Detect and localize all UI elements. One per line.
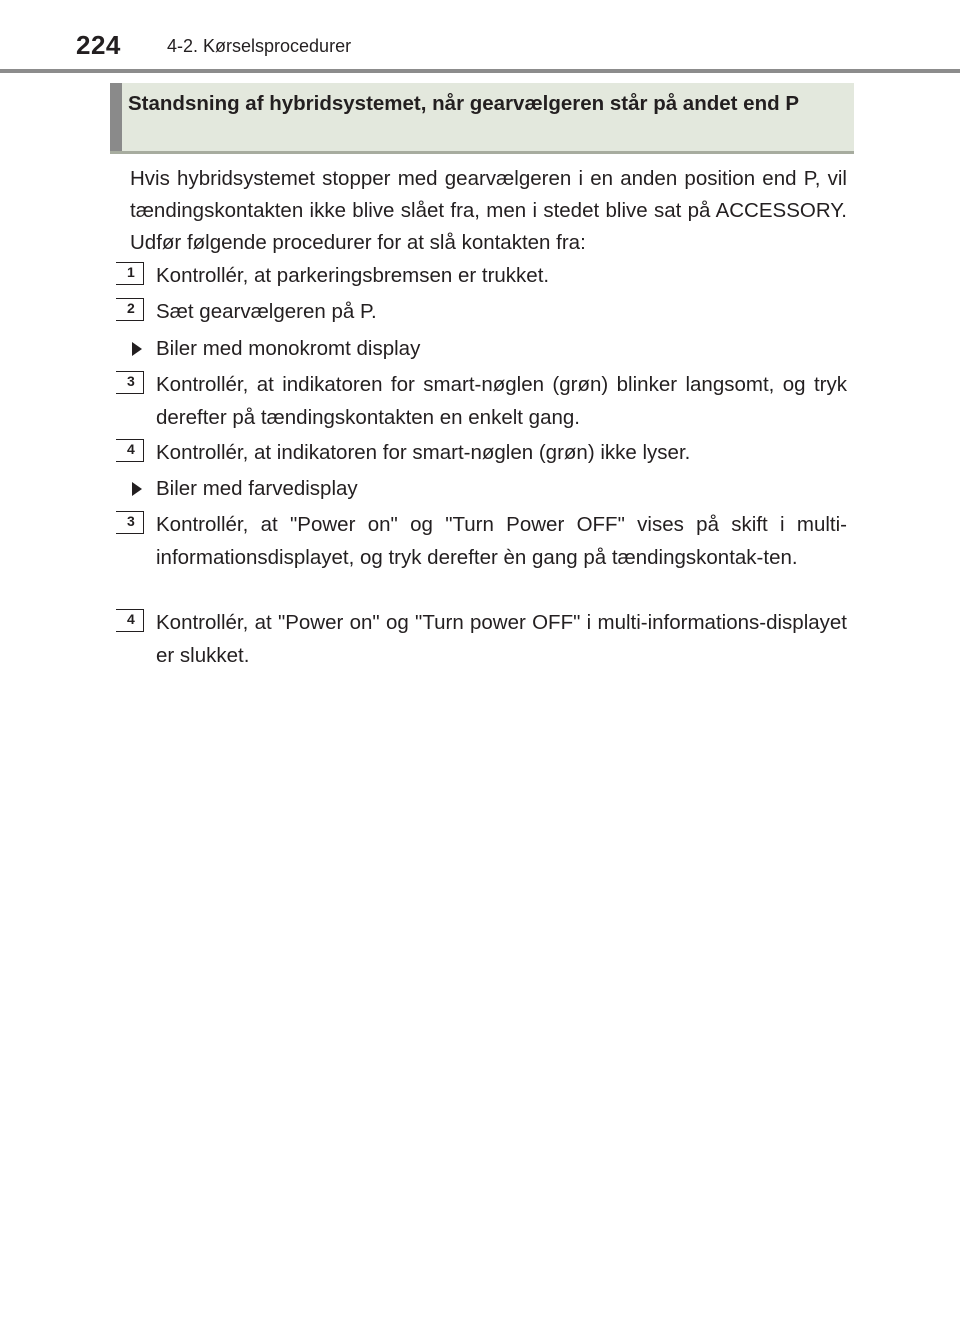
step-number-badge: 2	[116, 298, 144, 321]
subheading-text: Biler med farvedisplay	[156, 477, 358, 500]
step-text: Kontrollér, at parkeringsbremsen er trukket.	[156, 264, 550, 287]
intro-paragraph: Hvis hybridsystemet stopper med gearvælgeren i en anden position end P, vil tændingskontakten ikke blive slået fra, men i stedet blive sat på ACCESSORY. Udfør følgende procedurer for at slå kontakten fra:	[130, 167, 847, 254]
step-number-badge: 4	[116, 439, 144, 462]
step-number-badge: 4	[116, 609, 144, 632]
step-number-badge: 1	[116, 262, 144, 285]
section-heading-box	[110, 83, 854, 154]
subheading-text: Biler med monokromt display	[156, 337, 421, 360]
section-heading: Standsning af hybridsystemet, når gearvælgeren står på andet end P	[128, 92, 799, 115]
step-text: Kontrollér, at indikatoren for smart-nøglen (grøn) ikke lyser.	[156, 441, 691, 464]
triangle-bullet-icon	[132, 342, 142, 356]
step-number-badge: 3	[116, 371, 144, 394]
page-header	[0, 0, 960, 74]
heading-accent-bar	[110, 83, 122, 151]
triangle-bullet-icon	[132, 482, 142, 496]
step-text: Kontrollér, at indikatoren for smart-nøglen (grøn) blinker langsomt, og tryk derefter på tændingskontakten en enkelt gang.	[156, 373, 847, 429]
step-number-badge: 3	[116, 511, 144, 534]
section-title: 4-2. Kørselsprocedurer	[167, 36, 352, 56]
page-number: 224	[76, 30, 121, 60]
step-text: Sæt gearvælgeren på P.	[156, 300, 377, 323]
step-text: Kontrollér, at "Power on" og "Turn power OFF" i multi-informations-displayet er slukket.	[156, 611, 847, 667]
step-text: Kontrollér, at "Power on" og "Turn Power OFF" vises på skift i multi-informationsdisplayet, og tryk derefter èn gang på tændingskontak-ten.	[156, 513, 847, 569]
header-divider	[0, 69, 960, 73]
